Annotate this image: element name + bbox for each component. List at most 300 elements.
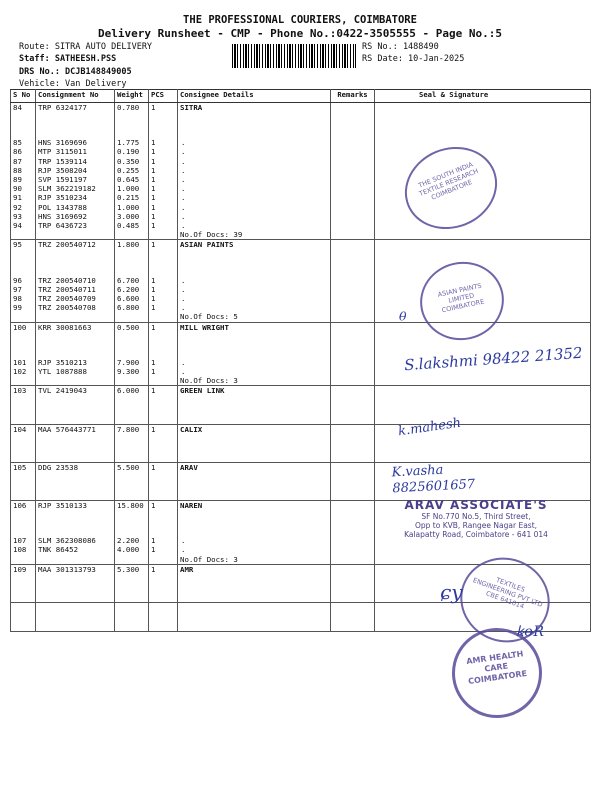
vehicle-label: Vehicle: Van Delivery xyxy=(19,79,127,89)
spacer-cell xyxy=(178,603,331,632)
weight-cell: 4.000 xyxy=(115,545,149,554)
sno-cell: 96 xyxy=(11,276,36,285)
consignment-cell: RJP 3510234 xyxy=(36,193,115,202)
consignee-cell: SITRA xyxy=(178,103,331,113)
seal-cell xyxy=(375,221,591,230)
consignment-cell: SLM 362308086 xyxy=(36,536,115,545)
table-row xyxy=(11,221,591,230)
sno-cell: 100 xyxy=(11,322,36,332)
spacer-cell xyxy=(149,434,178,463)
pcs-cell: 1 xyxy=(149,322,178,332)
spacer-cell xyxy=(11,472,36,501)
docs-row xyxy=(11,312,591,322)
spacer-cell xyxy=(178,112,331,138)
weight-cell: 5.300 xyxy=(115,564,149,574)
consignment-cell: MTP 3115011 xyxy=(36,147,115,156)
pcs-cell: 1 xyxy=(149,424,178,434)
weight-cell: 6.700 xyxy=(115,276,149,285)
spacer-cell xyxy=(115,332,149,358)
spacer-cell xyxy=(331,396,375,425)
sno-cell: 98 xyxy=(11,294,36,303)
spacer-cell xyxy=(115,603,149,632)
sno-cell: 99 xyxy=(11,303,36,312)
table-row xyxy=(11,424,591,434)
weight-cell: 0.215 xyxy=(115,193,149,202)
remarks-cell xyxy=(331,367,375,376)
spacer-cell xyxy=(36,472,115,501)
docs-count: No.Of Docs: 39 xyxy=(178,230,331,240)
docs-spacer xyxy=(115,230,149,240)
rs-no: RS No.: 1488490 xyxy=(362,42,439,52)
table-row xyxy=(11,203,591,212)
spacer-cell xyxy=(178,574,331,603)
consignment-cell: TRZ 200540710 xyxy=(36,276,115,285)
remarks-cell xyxy=(331,386,375,396)
remarks-cell xyxy=(331,424,375,434)
remarks-cell xyxy=(331,166,375,175)
weight-cell: 1.000 xyxy=(115,184,149,193)
pcs-cell: 1 xyxy=(149,285,178,294)
consignee-cell: . xyxy=(178,536,331,545)
spacer-cell xyxy=(11,112,36,138)
weight-cell: 6.200 xyxy=(115,285,149,294)
pcs-cell: 1 xyxy=(149,462,178,472)
seal-cell xyxy=(375,103,591,113)
consignee-cell: . xyxy=(178,147,331,156)
consignment-cell: TRZ 200540712 xyxy=(36,240,115,250)
spacer-cell xyxy=(149,510,178,536)
remarks-cell xyxy=(331,312,375,322)
consignment-cell: MAA 301313793 xyxy=(36,564,115,574)
weight-cell: 0.645 xyxy=(115,175,149,184)
col-weight: Weight xyxy=(115,90,149,103)
remarks-cell xyxy=(331,536,375,545)
spacer-row xyxy=(11,112,591,138)
spacer-row xyxy=(11,396,591,425)
spacer-cell xyxy=(149,603,178,632)
remarks-cell xyxy=(331,240,375,250)
sno-cell: 87 xyxy=(11,157,36,166)
consignee-cell: . xyxy=(178,545,331,554)
spacer-cell xyxy=(331,603,375,632)
sno-cell: 105 xyxy=(11,462,36,472)
consignment-cell: TRP 1539114 xyxy=(36,157,115,166)
spacer-cell xyxy=(115,112,149,138)
remarks-cell xyxy=(331,276,375,285)
table-row xyxy=(11,147,591,156)
consignee-cell: GREEN LINK xyxy=(178,386,331,396)
remarks-cell xyxy=(331,193,375,202)
consignee-cell: . xyxy=(178,193,331,202)
asian-stamp-text: ASIAN PAINTS LIMITED COIMBATORE xyxy=(437,281,486,315)
consignment-cell: TRZ 200540709 xyxy=(36,294,115,303)
docs-count: No.Of Docs: 5 xyxy=(178,312,331,322)
pcs-cell: 1 xyxy=(149,276,178,285)
table-row xyxy=(11,386,591,396)
consignment-cell: TRZ 200540708 xyxy=(36,303,115,312)
pcs-cell: 1 xyxy=(149,303,178,312)
sno-cell: 102 xyxy=(11,367,36,376)
table-row xyxy=(11,545,591,554)
sno-cell: 90 xyxy=(11,184,36,193)
remarks-cell xyxy=(331,303,375,312)
amr-signature: ꝃꝋR xyxy=(516,624,544,640)
consignee-cell: . xyxy=(178,294,331,303)
remarks-cell xyxy=(331,376,375,386)
spacer-cell xyxy=(11,332,36,358)
consignment-cell: TNK 86452 xyxy=(36,545,115,554)
consignee-cell: . xyxy=(178,138,331,147)
pcs-cell: 1 xyxy=(149,367,178,376)
remarks-cell xyxy=(331,157,375,166)
consignee-cell: . xyxy=(178,303,331,312)
docs-row xyxy=(11,230,591,240)
consignee-cell: . xyxy=(178,184,331,193)
remarks-cell xyxy=(331,147,375,156)
arav-stamp-line3: Kalapatty Road, Coimbatore - 641 014 xyxy=(404,530,548,539)
spacer-cell xyxy=(331,472,375,501)
remarks-cell xyxy=(331,322,375,332)
spacer-cell xyxy=(375,112,591,138)
table-row xyxy=(11,103,591,113)
sno-cell: 104 xyxy=(11,424,36,434)
pcs-cell: 1 xyxy=(149,212,178,221)
remarks-cell xyxy=(331,564,375,574)
pcs-cell: 1 xyxy=(149,184,178,193)
naren-stamp-text: TEXTILES ENGINEERING PVT LTD CBE 641014 xyxy=(471,576,544,611)
docs-spacer xyxy=(115,312,149,322)
mill-wright-signature: S.lakshmi 98422 21352 xyxy=(403,343,584,375)
weight-cell: 9.300 xyxy=(115,367,149,376)
consignment-cell: HNS 3169696 xyxy=(36,138,115,147)
sno-cell: 97 xyxy=(11,285,36,294)
spacer-cell xyxy=(178,510,331,536)
docs-count: No.Of Docs: 3 xyxy=(178,376,331,386)
spacer-cell xyxy=(331,434,375,463)
spacer-cell xyxy=(115,510,149,536)
consignment-cell: TRP 6436723 xyxy=(36,221,115,230)
consignment-cell: TRZ 200540711 xyxy=(36,285,115,294)
spacer-cell xyxy=(149,332,178,358)
docs-count: No.Of Docs: 3 xyxy=(178,555,331,565)
calix-signature: K.vasha 8825601657 xyxy=(391,462,476,497)
table-header-row xyxy=(11,90,591,103)
sno-cell: 109 xyxy=(11,564,36,574)
seal-cell xyxy=(375,386,591,396)
spacer-row xyxy=(11,250,591,276)
consignee-cell: . xyxy=(178,221,331,230)
col-remarks: Remarks xyxy=(331,90,375,103)
spacer-cell xyxy=(115,434,149,463)
consignee-cell: CALIX xyxy=(178,424,331,434)
weight-cell: 6.800 xyxy=(115,303,149,312)
pcs-cell: 1 xyxy=(149,545,178,554)
weight-cell: 0.780 xyxy=(115,103,149,113)
consignment-cell: RJP 3510213 xyxy=(36,358,115,367)
col-sno: S No xyxy=(11,90,36,103)
spacer-cell xyxy=(331,510,375,536)
sno-cell: 91 xyxy=(11,193,36,202)
pcs-cell: 1 xyxy=(149,501,178,511)
staff-label: Staff: SATHEESH.PSS xyxy=(19,54,117,64)
table-row xyxy=(11,175,591,184)
docs-spacer xyxy=(115,555,149,565)
weight-cell: 0.500 xyxy=(115,322,149,332)
pcs-cell: 1 xyxy=(149,157,178,166)
drs-label: DRS No.: DCJB148849005 xyxy=(19,67,132,77)
pcs-cell: 1 xyxy=(149,536,178,545)
arav-stamp xyxy=(386,498,566,539)
sno-cell: 86 xyxy=(11,147,36,156)
table-row xyxy=(11,212,591,221)
pcs-cell: 1 xyxy=(149,564,178,574)
weight-cell: 6.000 xyxy=(115,386,149,396)
consignment-cell: TRP 6324177 xyxy=(36,103,115,113)
spacer-cell xyxy=(11,250,36,276)
consignment-cell: SLM 362219182 xyxy=(36,184,115,193)
sno-cell: 93 xyxy=(11,212,36,221)
spacer-cell xyxy=(149,574,178,603)
docs-spacer xyxy=(36,376,115,386)
spacer-cell xyxy=(36,603,115,632)
weight-cell: 0.255 xyxy=(115,166,149,175)
table-row xyxy=(11,166,591,175)
col-consignee: Consignee Details xyxy=(178,90,331,103)
naren-signature: ɕy xyxy=(440,580,463,604)
weight-cell: 6.600 xyxy=(115,294,149,303)
col-seal: Seal & Signature xyxy=(375,90,591,103)
sno-cell: 108 xyxy=(11,545,36,554)
table-row xyxy=(11,193,591,202)
spacer-cell xyxy=(36,510,115,536)
arav-stamp-line2: Opp to KVB, Rangee Nagar East, xyxy=(414,521,538,530)
weight-cell: 2.200 xyxy=(115,536,149,545)
weight-cell: 7.800 xyxy=(115,424,149,434)
weight-cell: 5.500 xyxy=(115,462,149,472)
weight-cell: 0.190 xyxy=(115,147,149,156)
weight-cell: 15.800 xyxy=(115,501,149,511)
spacer-cell xyxy=(178,472,331,501)
consignee-cell: MILL WRIGHT xyxy=(178,322,331,332)
pcs-cell: 1 xyxy=(149,358,178,367)
seal-cell xyxy=(375,376,591,386)
amr-stamp-text: AMR HEALTH CARE COIMBATORE xyxy=(465,649,528,687)
spacer-cell xyxy=(149,396,178,425)
spacer-cell xyxy=(149,472,178,501)
docs-spacer xyxy=(11,376,36,386)
weight-cell: 1.000 xyxy=(115,203,149,212)
sno-cell: 101 xyxy=(11,358,36,367)
docs-spacer xyxy=(149,555,178,565)
remarks-cell xyxy=(331,138,375,147)
spacer-cell xyxy=(149,250,178,276)
spacer-cell xyxy=(36,250,115,276)
consignee-cell: . xyxy=(178,358,331,367)
consignee-cell: ARAV xyxy=(178,462,331,472)
consignment-cell: RJP 3510133 xyxy=(36,501,115,511)
spacer-cell xyxy=(331,250,375,276)
consignment-cell: KRR 30081663 xyxy=(36,322,115,332)
consignment-cell: POL 1343788 xyxy=(36,203,115,212)
weight-cell: 0.485 xyxy=(115,221,149,230)
arav-stamp-line1: SF No.770 No.5, Third Street, xyxy=(421,512,531,521)
remarks-cell xyxy=(331,285,375,294)
table-row xyxy=(11,184,591,193)
docs-spacer xyxy=(11,312,36,322)
seal-cell xyxy=(375,545,591,554)
spacer-cell xyxy=(115,472,149,501)
sno-cell: 88 xyxy=(11,166,36,175)
remarks-cell xyxy=(331,203,375,212)
pcs-cell: 1 xyxy=(149,103,178,113)
pcs-cell: 1 xyxy=(149,193,178,202)
remarks-cell xyxy=(331,175,375,184)
consignee-cell: NAREN xyxy=(178,501,331,511)
sno-cell: 103 xyxy=(11,386,36,396)
remarks-cell xyxy=(331,212,375,221)
rs-date: RS Date: 10-Jan-2025 xyxy=(362,54,465,64)
remarks-cell xyxy=(331,294,375,303)
consignee-cell: ASIAN PAINTS xyxy=(178,240,331,250)
table-row xyxy=(11,285,591,294)
remarks-cell xyxy=(331,230,375,240)
spacer-cell xyxy=(36,396,115,425)
green-link-signature: k.mahesh xyxy=(397,415,462,440)
spacer-cell xyxy=(11,396,36,425)
runsheet-title: Delivery Runsheet - CMP - Phone No.:0422-3505555 - Page No.:5 xyxy=(98,27,502,40)
consignee-cell: . xyxy=(178,367,331,376)
spacer-cell xyxy=(115,250,149,276)
spacer-cell xyxy=(331,332,375,358)
asian-signature: ᶿ xyxy=(398,308,408,332)
consignment-cell: RJP 3508204 xyxy=(36,166,115,175)
pcs-cell: 1 xyxy=(149,138,178,147)
docs-spacer xyxy=(149,230,178,240)
sno-cell: 95 xyxy=(11,240,36,250)
spacer-cell xyxy=(11,574,36,603)
col-pcs: PCS xyxy=(149,90,178,103)
weight-cell: 0.350 xyxy=(115,157,149,166)
pcs-cell: 1 xyxy=(149,175,178,184)
spacer-cell xyxy=(178,250,331,276)
remarks-cell xyxy=(331,462,375,472)
remarks-cell xyxy=(331,103,375,113)
sno-cell: 85 xyxy=(11,138,36,147)
weight-cell: 1.775 xyxy=(115,138,149,147)
table-row xyxy=(11,367,591,376)
spacer-cell xyxy=(36,434,115,463)
pcs-cell: 1 xyxy=(149,240,178,250)
weight-cell: 7.900 xyxy=(115,358,149,367)
docs-spacer xyxy=(11,230,36,240)
spacer-cell xyxy=(11,510,36,536)
spacer-cell xyxy=(178,396,331,425)
table-row xyxy=(11,276,591,285)
spacer-cell xyxy=(149,112,178,138)
table-row xyxy=(11,322,591,332)
docs-spacer xyxy=(36,312,115,322)
consignee-cell: . xyxy=(178,175,331,184)
consignment-cell: TVL 2419043 xyxy=(36,386,115,396)
consignment-cell: YTL 1087888 xyxy=(36,367,115,376)
consignment-cell: HNS 3169692 xyxy=(36,212,115,221)
sno-cell: 84 xyxy=(11,103,36,113)
pcs-cell: 1 xyxy=(149,203,178,212)
sno-cell: 89 xyxy=(11,175,36,184)
docs-spacer xyxy=(36,555,115,565)
sitra-stamp-text: THE SOUTH INDIA TEXTILE RESEARCH COIMBATORE xyxy=(417,160,480,202)
spacer-cell xyxy=(36,574,115,603)
docs-spacer xyxy=(36,230,115,240)
spacer-cell xyxy=(331,112,375,138)
table-row xyxy=(11,157,591,166)
remarks-cell xyxy=(331,555,375,565)
weight-cell: 3.000 xyxy=(115,212,149,221)
col-consignment: Consignment No xyxy=(36,90,115,103)
consignee-cell: . xyxy=(178,276,331,285)
sno-cell: 106 xyxy=(11,501,36,511)
docs-spacer xyxy=(115,376,149,386)
sno-cell: 92 xyxy=(11,203,36,212)
pcs-cell: 1 xyxy=(149,386,178,396)
consignee-cell: . xyxy=(178,285,331,294)
arav-stamp-name: ARAV ASSOCIATE'S xyxy=(404,498,548,512)
pcs-cell: 1 xyxy=(149,221,178,230)
spacer-cell xyxy=(178,434,331,463)
seal-cell xyxy=(375,138,591,147)
barcode xyxy=(232,44,356,68)
spacer-cell xyxy=(36,112,115,138)
table-row xyxy=(11,240,591,250)
consignee-cell: . xyxy=(178,166,331,175)
spacer-cell xyxy=(331,574,375,603)
weight-cell: 1.800 xyxy=(115,240,149,250)
consignee-cell: . xyxy=(178,157,331,166)
consignment-cell: SVP 1591197 xyxy=(36,175,115,184)
docs-row xyxy=(11,376,591,386)
spacer-cell xyxy=(11,434,36,463)
pcs-cell: 1 xyxy=(149,147,178,156)
consignee-cell: . xyxy=(178,203,331,212)
pcs-cell: 1 xyxy=(149,294,178,303)
route-label: Route: SITRA AUTO DELIVERY xyxy=(19,42,153,52)
remarks-cell xyxy=(331,545,375,554)
spacer-cell xyxy=(115,396,149,425)
docs-spacer xyxy=(149,376,178,386)
sno-cell: 94 xyxy=(11,221,36,230)
remarks-cell xyxy=(331,358,375,367)
remarks-cell xyxy=(331,221,375,230)
docs-spacer xyxy=(11,555,36,565)
docs-spacer xyxy=(149,312,178,322)
consignee-cell: . xyxy=(178,212,331,221)
spacer-cell xyxy=(375,396,591,425)
seal-cell xyxy=(375,230,591,240)
consignment-cell: DDG 23538 xyxy=(36,462,115,472)
spacer-cell xyxy=(178,332,331,358)
spacer-cell xyxy=(115,574,149,603)
pcs-cell: 1 xyxy=(149,166,178,175)
sno-cell: 107 xyxy=(11,536,36,545)
remarks-cell xyxy=(331,184,375,193)
remarks-cell xyxy=(331,501,375,511)
spacer-cell xyxy=(36,332,115,358)
consignment-cell: MAA 576443771 xyxy=(36,424,115,434)
table-row xyxy=(11,138,591,147)
seal-cell xyxy=(375,240,591,250)
consignee-cell: AMR xyxy=(178,564,331,574)
spacer-row xyxy=(11,434,591,463)
